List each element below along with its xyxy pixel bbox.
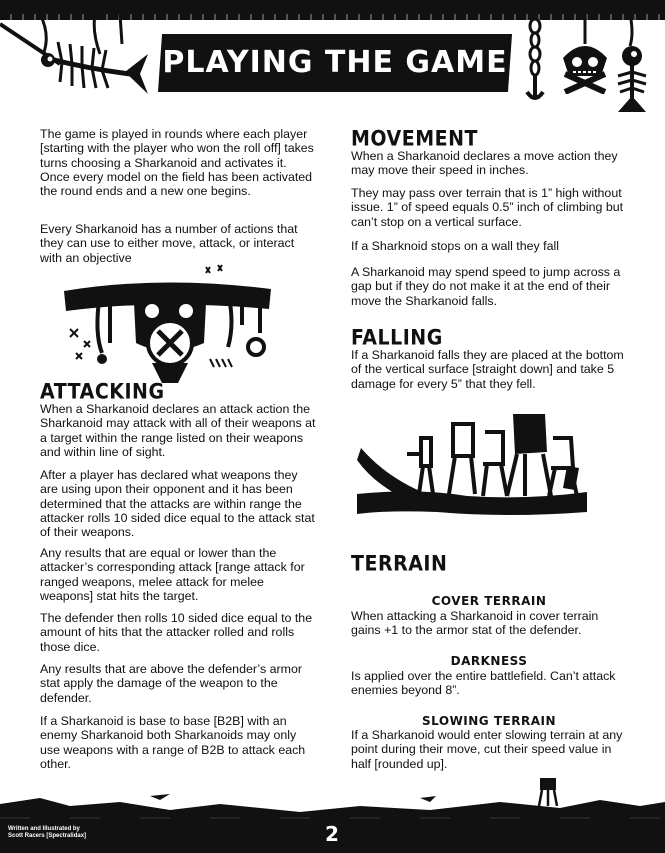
movement-heading: MOVEMENT bbox=[351, 126, 478, 152]
falling-heading: FALLING bbox=[351, 325, 443, 351]
intro-paragraph-1: The game is played in rounds where each player [starting with the player who won the roll off] takes turns choosing a Sharkanoid and activates it. Once every model on the field has been activated the round ends and a new one begins. bbox=[40, 127, 314, 199]
footer-credit bbox=[8, 826, 86, 840]
attacking-paragraph-1: When a Sharkanoid declares an attack action the Sharkanoid may attack with all of their weapons at a target within the range listed on their weapons and within line of sight. bbox=[40, 402, 316, 459]
cover-terrain-heading: COVER TERRAIN bbox=[431, 594, 547, 608]
movement-paragraph-4: A Sharkanoid may spend speed to jump across a gap but if they do not make it at the end of their move the Sharkanoid falls. bbox=[351, 265, 621, 308]
attacking-paragraph-3: Any results that are equal or lower than the attacker’s corresponding attack [range attack for ranged weapons, melee attack for melee weapons] stat hits the target. bbox=[40, 546, 305, 603]
wrecked-chairs-illustration bbox=[357, 408, 587, 518]
page-title: PLAYING THE GAME bbox=[162, 45, 508, 80]
falling-paragraph-1: If a Sharkanoid falls they are placed at the bottom of the vertical surface [straight down] and take 5 damage for every 5” that they fell. bbox=[351, 348, 624, 391]
terrain-heading: TERRAIN bbox=[351, 551, 448, 577]
darkness-heading: DARKNESS bbox=[450, 654, 528, 668]
movement-paragraph-1: When a Sharkanoid declares a move action they may move their speed in inches. bbox=[351, 149, 618, 178]
credit-line-2: Scott Racers [Spectralidax] bbox=[8, 833, 87, 839]
attacking-paragraph-2: After a player has declared what weapons they are using upon their opponent and it has been determined that the attacks are within range the attacker rolls 10 sided dice equal to the attack stat of their weapons. bbox=[40, 468, 315, 540]
movement-paragraph-3: If a Sharknoid stops on a wall they fall bbox=[351, 239, 560, 253]
slowing-terrain-heading: SLOWING TERRAIN bbox=[422, 714, 556, 728]
cover-terrain-text: When attacking a Sharkanoid in cover terrain gains +1 to the armor stat of the defender. bbox=[351, 609, 599, 638]
shark-skull-emblem-illustration bbox=[60, 263, 275, 385]
credit-line-1: Written and Illustrated by bbox=[8, 826, 80, 832]
darkness-text: Is applied over the entire battlefield. Can’t attack enemies beyond 8”. bbox=[351, 669, 616, 698]
movement-paragraph-2: They may pass over terrain that is 1” high without issue. 1” of speed equals 0.5” inch of climbing but can’t stop on a vertical surface. bbox=[351, 186, 624, 229]
fish-skeleton-icon bbox=[612, 14, 665, 114]
shark-skull-crossbones-icon bbox=[555, 14, 615, 94]
slowing-terrain-text: If a Sharkanoid would enter slowing terrain at any point during their move, cut their speed value in half [rounded up]. bbox=[351, 728, 623, 771]
attacking-paragraph-4: The defender then rolls 10 sided dice equal to the amount of hits that the attacker rolled and rolls those dice. bbox=[40, 611, 313, 654]
water-tower-icon bbox=[536, 776, 560, 806]
swordfish-skeleton-icon bbox=[0, 14, 150, 104]
attacking-paragraph-5: Any results that are above the defender’s armor stat apply the damage of the weapon to the defender. bbox=[40, 662, 302, 705]
attacking-heading: ATTACKING bbox=[40, 379, 165, 405]
attacking-paragraph-6: If a Sharkanoid is base to base [B2B] with an enemy Sharkanoid both Sharkanoids may only use weapons with a range of B2B to attack each other. bbox=[40, 714, 306, 771]
page-number: 2 bbox=[325, 822, 339, 846]
header-band bbox=[0, 0, 665, 14]
intro-paragraph-2: Every Sharkanoid has a number of actions that they can use to either move, attack, or interact with an objective bbox=[40, 222, 298, 265]
